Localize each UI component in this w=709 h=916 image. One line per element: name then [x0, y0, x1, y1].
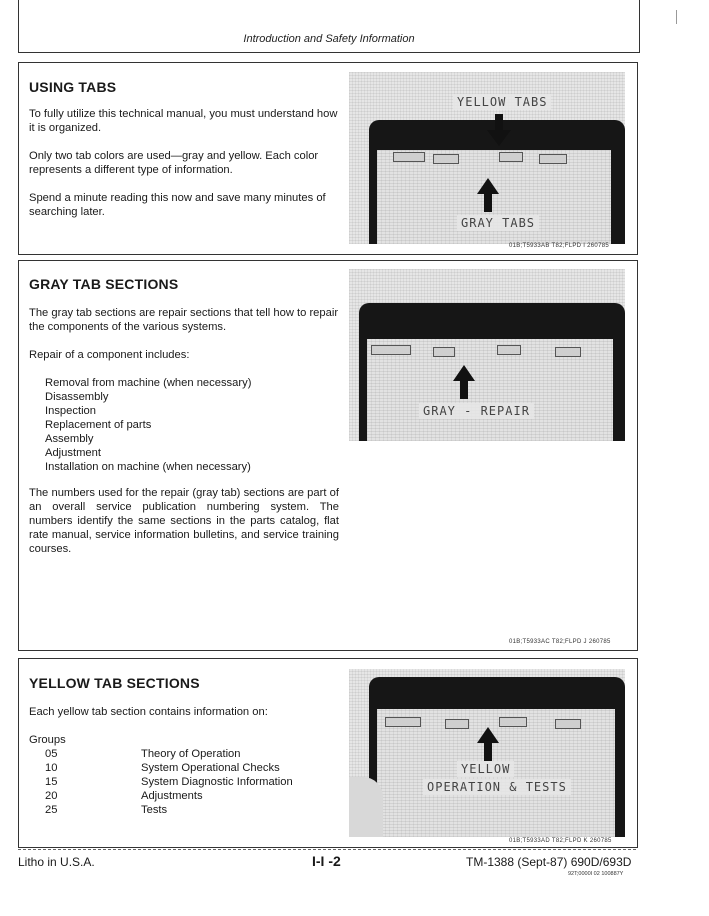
repair-steps-list: [45, 376, 251, 474]
paragraph: To fully utilize this technical manual, you must understand how it is organized.: [29, 108, 338, 134]
group-row: [45, 747, 241, 761]
yellow-tab-figure-photo: [349, 669, 625, 844]
paragraph: Repair of a component includes:: [29, 349, 190, 361]
manual-id: TM-1388 (Sept-87) 690D/693D: [466, 855, 632, 869]
group-name: Tests: [141, 804, 168, 816]
header-title: Introduction and Safety Information: [243, 33, 415, 45]
section-title: YELLOW TAB SECTIONS: [29, 675, 200, 691]
group-row: [45, 803, 168, 817]
paragraph: Each yellow tab section contains information on:: [29, 706, 268, 718]
figure-label: YELLOW: [457, 761, 514, 777]
section-gray-tabs: [18, 260, 638, 651]
group-number: 15: [45, 776, 58, 788]
group-row: [45, 775, 293, 789]
group-number: 05: [45, 748, 58, 760]
list-item: Removal from machine (when necessary): [45, 377, 252, 389]
figure-reference: 01B;T5933AD T82;FLPD K 260785: [509, 838, 612, 844]
list-item: Assembly: [45, 433, 94, 445]
group-name: System Diagnostic Information: [141, 776, 293, 788]
group-name: Theory of Operation: [141, 748, 241, 760]
figure-label: OPERATION & TESTS: [423, 779, 571, 795]
group-number: 10: [45, 762, 58, 774]
tabs-figure-photo: [349, 72, 625, 249]
arrow-down-icon: [487, 114, 511, 148]
group-row: [45, 789, 203, 803]
list-item: Adjustment: [45, 447, 101, 459]
groups-list: [45, 747, 293, 817]
groups-label: Groups: [29, 734, 66, 746]
figure-label: GRAY TABS: [457, 215, 539, 231]
group-row: [45, 761, 280, 775]
list-item: Inspection: [45, 405, 96, 417]
arrow-up-icon: [453, 365, 475, 399]
list-item: Replacement of parts: [45, 419, 152, 431]
group-name: Adjustments: [141, 790, 203, 802]
figure-reference: 01B;T5933AB T82;FLPD I 260785: [509, 243, 609, 249]
margin-mark: [676, 10, 677, 24]
gray-tab-figure-photo: [349, 269, 625, 441]
section-title: USING TABS: [29, 79, 117, 95]
arrow-up-icon: [477, 727, 499, 761]
divider: [18, 849, 636, 850]
paragraph: Spend a minute reading this now and save many minutes of searching later.: [29, 192, 326, 218]
page-number: I-I -2: [312, 853, 341, 869]
paragraph: The numbers used for the repair (gray tab) sections are part of an overall service publication numbering system. The numbers identify the same sections in the parts catalog, flat rate manual, service information bulletins, and service training courses.: [29, 487, 339, 555]
list-item: Installation on machine (when necessary): [45, 461, 251, 473]
figure-reference: 01B;T5933AC T82;FLPD J 260785: [509, 639, 611, 645]
hand-image: [349, 777, 383, 837]
page-header: [18, 0, 640, 53]
group-number: 25: [45, 804, 58, 816]
group-name: System Operational Checks: [141, 762, 280, 774]
paragraph: The gray tab sections are repair sections that tell how to repair the components of the various systems.: [29, 307, 339, 333]
section-title: GRAY TAB SECTIONS: [29, 276, 179, 292]
group-number: 20: [45, 790, 58, 802]
footer-print-note: Litho in U.S.A.: [18, 855, 95, 869]
section-using-tabs: [18, 62, 638, 255]
arrow-up-icon: [477, 178, 499, 212]
footer-code: 92T;0000I 02 100887Y: [568, 871, 624, 877]
paragraph: Only two tab colors are used—gray and yellow. Each color represents a different type of information.: [29, 150, 319, 176]
figure-label: GRAY - REPAIR: [419, 403, 534, 419]
section-yellow-tabs: [18, 658, 638, 848]
list-item: Disassembly: [45, 391, 109, 403]
figure-label: YELLOW TABS: [453, 94, 551, 110]
